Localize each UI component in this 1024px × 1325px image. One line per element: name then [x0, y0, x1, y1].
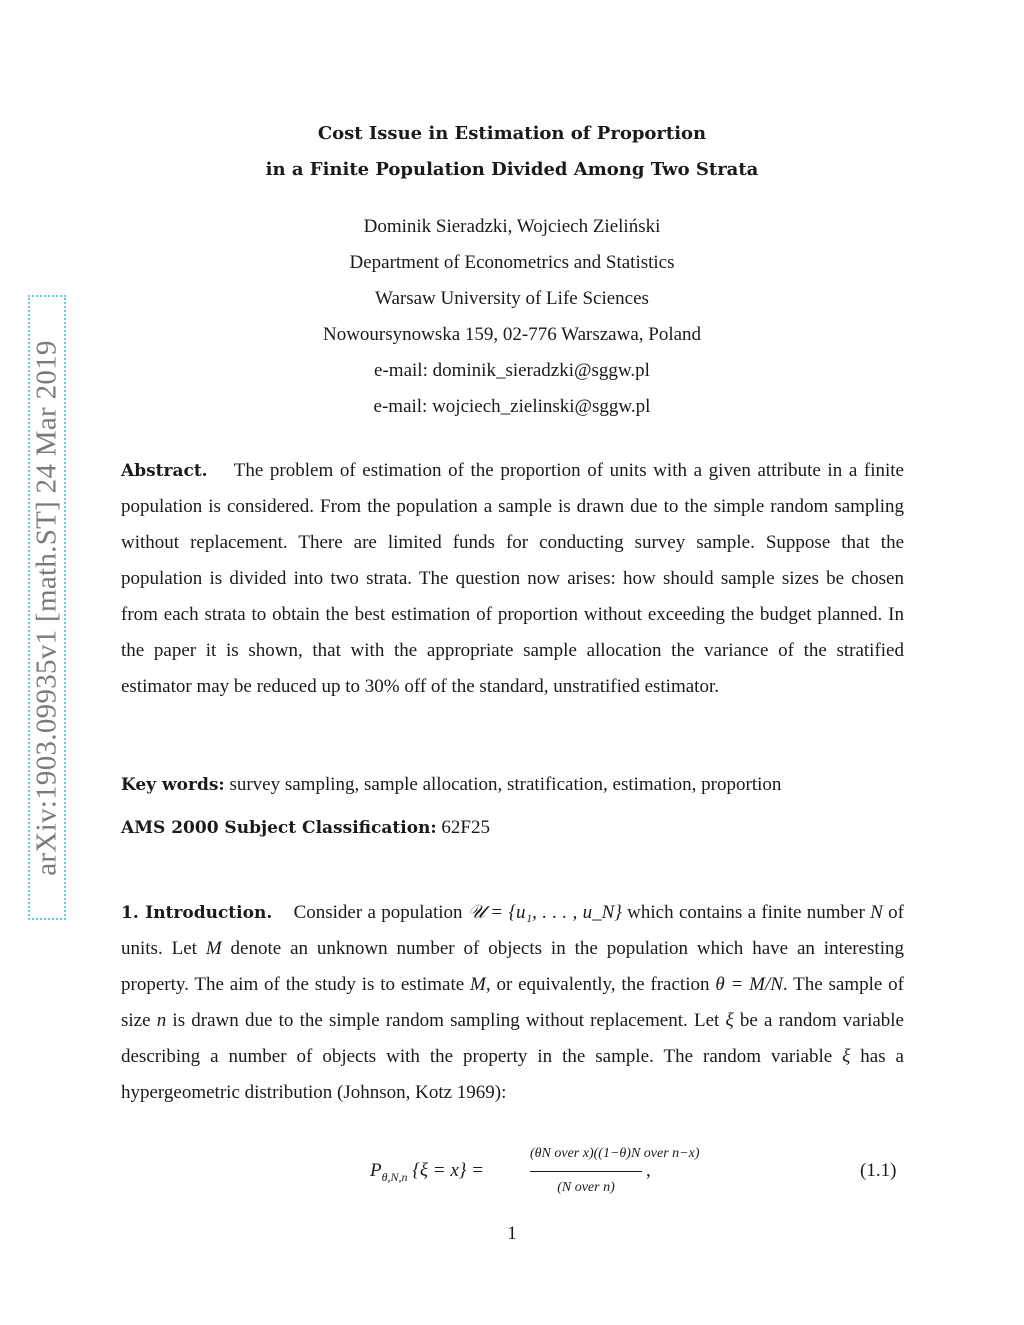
abstract [121, 453, 904, 705]
math-M-2: M [470, 974, 486, 995]
population-set: 𝒰 = {u₁, . . . , u_N} [467, 902, 622, 923]
author-university: Warsaw University of Life Sciences [375, 288, 649, 309]
math-xi: ξ [725, 1010, 734, 1031]
author-names: Dominik Sieradzki, Wojciech Zieliński [363, 216, 661, 237]
equation-numerator: (θN over x)((1−θ)N over n−x) [530, 1146, 700, 1161]
introduction [121, 895, 904, 1111]
keywords [121, 774, 904, 796]
author-email-1[interactable]: e-mail: dominik_sieradzki@sggw.pl [374, 360, 650, 381]
keywords-label: Key words: [121, 775, 225, 795]
author-email-2[interactable]: e-mail: wojciech_zielinski@sggw.pl [373, 396, 651, 417]
title-line-2: in a Finite Population Divided Among Two Strata [265, 159, 759, 180]
intro-text-9: has a hypergeometric distribution (Johnson, Kotz 1969): [121, 1046, 904, 1103]
math-n: n [156, 1010, 167, 1031]
eq-event: {ξ = x} = [407, 1160, 484, 1181]
intro-text-6: . The sample of size [121, 974, 905, 1031]
page-number: 1 [507, 1223, 517, 1244]
introduction-heading: 1. Introduction. [121, 903, 273, 923]
equation-lhs [370, 1160, 484, 1185]
theta-definition: θ = M/N [715, 974, 783, 995]
equation-number: (1.1) [860, 1160, 897, 1181]
equation-denominator: (N over n) [557, 1180, 615, 1195]
author-address: Nowoursynowska 159, 02-776 Warszawa, Poland [322, 324, 702, 345]
intro-text-5: , or equivalently, the fraction [485, 974, 716, 995]
eq-P-subscript: θ,N,n [381, 1169, 408, 1184]
arxiv-id: arXiv:1903.09935v1 [math.ST] 24 Mar 2019 [30, 339, 63, 876]
keywords-text: survey sampling, sample allocation, stratification, estimation, proportion [229, 774, 782, 795]
intro-text-2: which contains a finite number [621, 902, 871, 923]
intro-text-7: is drawn due to the simple random sampling without replacement. Let [166, 1010, 726, 1031]
math-M: M [205, 938, 222, 959]
title-line-1: Cost Issue in Estimation of Proportion [317, 123, 707, 144]
ams-label: AMS 2000 Subject Classification: [121, 818, 437, 838]
equation-fraction [530, 1140, 700, 1195]
fraction-bar [530, 1171, 642, 1172]
intro-text-1: Consider a population [293, 902, 468, 923]
eq-P: P [370, 1160, 382, 1181]
intro-text-8: be a random variable describing a number of objects with the property in the sample. The random variable [121, 1010, 904, 1067]
math-xi-2: ξ [842, 1046, 851, 1067]
abstract-label: Abstract. [121, 461, 208, 481]
author-department: Department of Econometrics and Statistics [349, 252, 675, 273]
intro-text-3: of units. Let [121, 902, 905, 959]
ams-classification [121, 817, 904, 839]
equation-comma: , [646, 1160, 651, 1181]
ams-code: 62F25 [441, 817, 490, 838]
intro-text-4: denote an unknown number of objects in the population which have an interesting property. The aim of the study is to estimate [121, 938, 904, 995]
math-N: N [870, 902, 883, 923]
arxiv-stamp[interactable] [28, 295, 66, 920]
abstract-text: The problem of estimation of the proportion of units with a given attribute in a finite population is considered. From the population a sample is drawn due to the simple random sampling without replacement. There are limited funds for conducting survey sample. Suppose that the population is divided into two strata. The question now arises: how should sample sizes be chosen from each strata to obtain the best estimation of proportion without exceeding the budget planned. In the paper it is shown, that with the appropriate sample allocation the variance of the stratified estimator may be reduced up to 30% off of the standard, unstratified estimator. [121, 460, 904, 697]
